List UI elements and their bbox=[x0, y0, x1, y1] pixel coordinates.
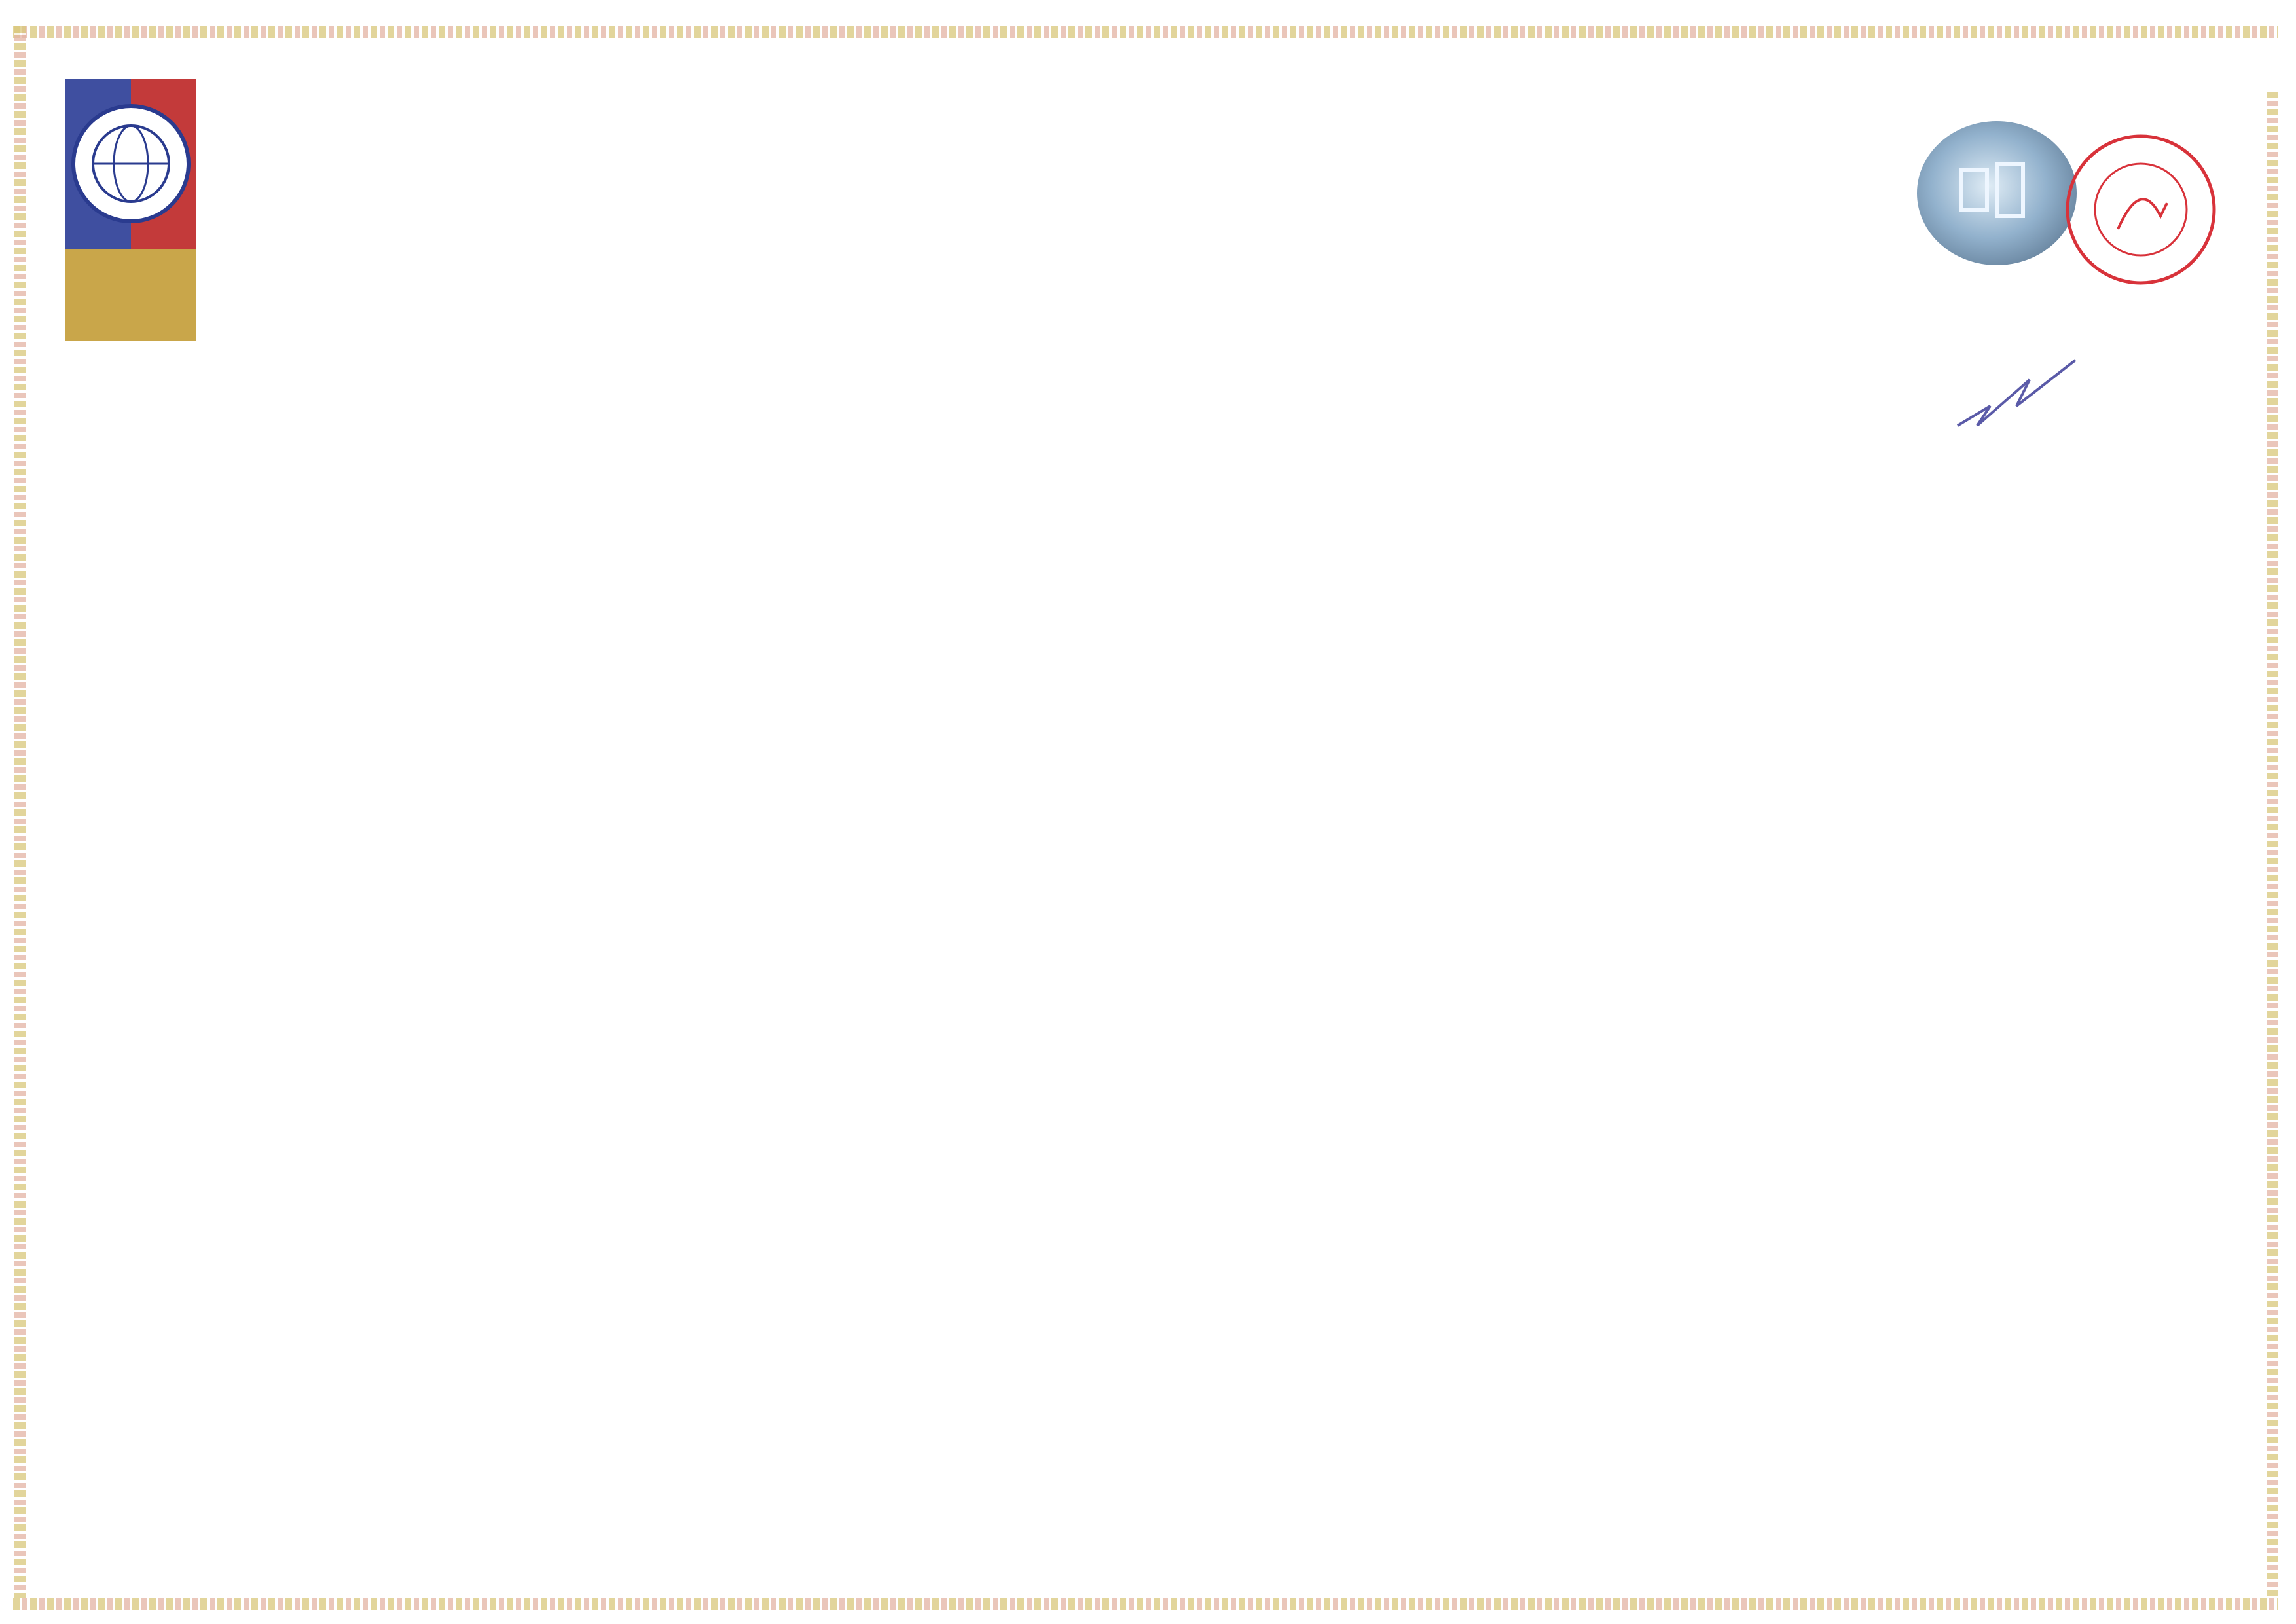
right-border bbox=[2267, 92, 2278, 1598]
signature-scribble bbox=[1951, 354, 2082, 439]
bottom-border bbox=[13, 1598, 2278, 1610]
top-border bbox=[13, 26, 2278, 38]
fci-cmku-logo bbox=[65, 79, 196, 341]
stud-book-stamp bbox=[2062, 131, 2219, 288]
left-border bbox=[14, 26, 26, 1598]
hologram-sticker bbox=[1915, 118, 2079, 268]
